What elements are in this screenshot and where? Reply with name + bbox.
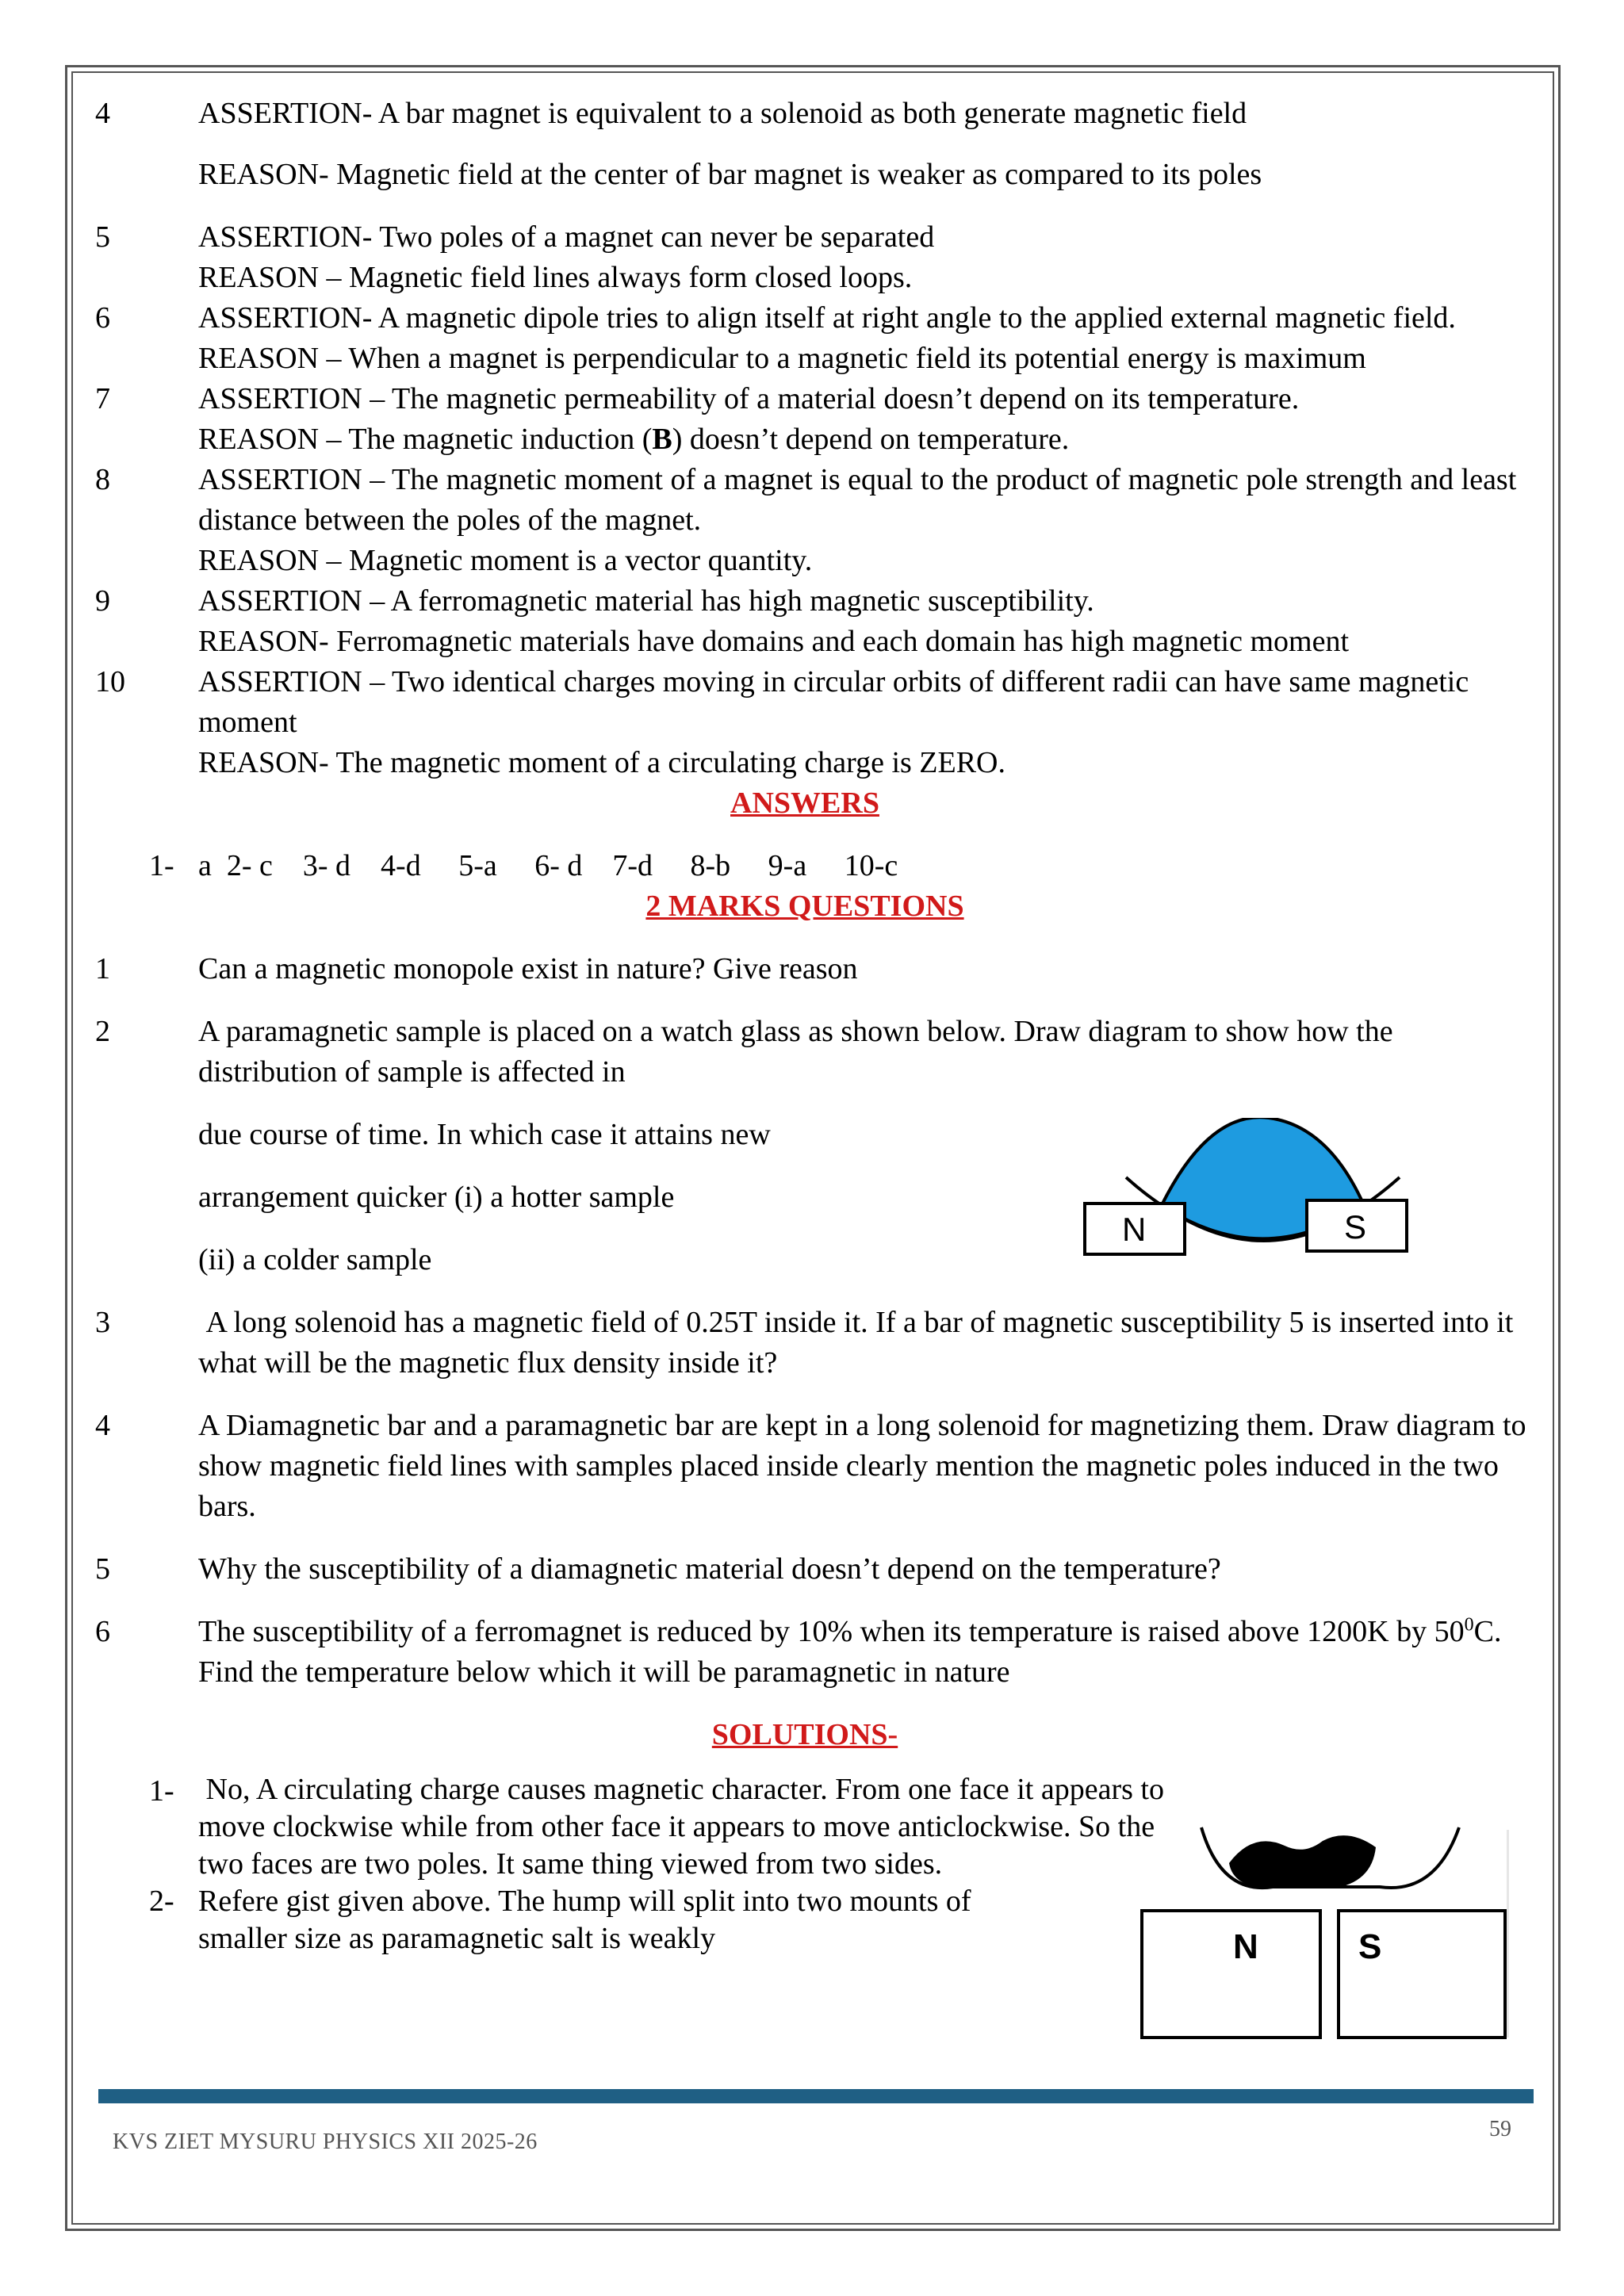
- question-item: [79, 1612, 1530, 1693]
- assertion-item: [79, 581, 1530, 662]
- answers-text: a 2- c 3- d 4-d 5-a 6- d 7-d 8-b 9-a 10-c: [198, 849, 898, 882]
- assertion-text: ASSERTION – Two identical charges moving in circular orbits of different radii can have same magnetic moment: [198, 665, 1469, 739]
- north-label: N: [1122, 1211, 1147, 1248]
- footer-bar: [98, 2089, 1534, 2103]
- question-item: [79, 1303, 1530, 1383]
- assertion-item: [79, 217, 1530, 298]
- question-text: Can a magnetic monopole exist in nature? Give reason: [198, 952, 858, 985]
- reason-text-post: ) doesn’t depend on temperature.: [672, 423, 1070, 456]
- question-text: (ii) a colder sample: [198, 1243, 432, 1276]
- north-label: N: [1233, 1927, 1258, 1966]
- question-number: 1: [95, 952, 110, 985]
- two-marks-heading: 2 MARKS QUESTIONS: [645, 890, 964, 923]
- question-number: 4: [95, 1409, 110, 1442]
- page-content: [79, 94, 1530, 1957]
- question-text-pre: The susceptibility of a ferromagnet is reduced by 10% when its temperature is raised above 1200K by 50: [198, 1615, 1465, 1648]
- reason-text: REASON- The magnetic moment of a circulating charge is ZERO.: [198, 746, 1006, 779]
- question-number: 3: [95, 1306, 110, 1339]
- question-number: 5: [95, 1552, 110, 1586]
- assertion-text: ASSERTION – The magnetic moment of a magnet is equal to the product of magnetic pole strength and least distance between the poles of the magnet.: [198, 463, 1517, 537]
- question-text: Why the susceptibility of a diamagnetic material doesn’t depend on the temperature?: [198, 1552, 1221, 1586]
- south-label: S: [1358, 1927, 1382, 1966]
- item-number: 9: [95, 584, 110, 618]
- assertion-item: [79, 298, 1530, 379]
- south-label: S: [1344, 1208, 1367, 1246]
- assertion-item: [79, 662, 1530, 783]
- page-number: 59: [1489, 2117, 1511, 2141]
- reason-text: REASON – Magnetic field lines always form closed loops.: [198, 261, 913, 294]
- assertion-text: ASSERTION – The magnetic permeability of a material doesn’t depend on its temperature.: [198, 382, 1300, 415]
- solution-number: 1-: [149, 1774, 174, 1808]
- question-item: [79, 1406, 1530, 1527]
- question-text-post: C. Find the temperature below which it will be paramagnetic in nature: [198, 1615, 1502, 1689]
- reason-text: REASON – Magnetic moment is a vector quantity.: [198, 544, 813, 577]
- item-number: 7: [95, 382, 110, 415]
- assertion-text: ASSERTION- Two poles of a magnet can never be separated: [198, 220, 935, 254]
- solution-text: Refere gist given above. The hump will split into two mounts of smaller size as paramagnetic salt is weakly: [198, 1885, 971, 1955]
- sample-blob: [1229, 1835, 1376, 1888]
- answers-number: 1-: [149, 849, 174, 882]
- item-number: 4: [95, 97, 110, 130]
- question-number: 6: [95, 1615, 110, 1648]
- assertion-text: ASSERTION – A ferromagnetic material has high magnetic susceptibility.: [198, 584, 1094, 618]
- question-text: arrangement quicker (i) a hotter sample: [198, 1181, 675, 1214]
- reason-text: REASON- Ferromagnetic materials have domains and each domain has high magnetic moment: [198, 625, 1349, 658]
- reason-text-bold: B: [652, 423, 672, 456]
- question-text: [198, 1612, 1530, 1693]
- assertion-item: [79, 94, 1530, 195]
- assertion-text: ASSERTION- A magnetic dipole tries to align itself at right angle to the applied external magnetic field.: [198, 301, 1456, 335]
- question-text: due course of time. In which case it attains new: [198, 1118, 771, 1151]
- item-number: 5: [95, 220, 110, 254]
- solutions-heading: SOLUTIONS-: [711, 1718, 898, 1751]
- north-pole-block: [1142, 1911, 1320, 2038]
- superscript-degree: 0: [1464, 1614, 1474, 1636]
- answers-line: [79, 846, 1530, 886]
- solution-diagram: [1134, 1823, 1515, 2045]
- reason-text: REASON- Magnetic field at the center of bar magnet is weaker as compared to its poles: [198, 158, 1262, 191]
- question-item: [79, 1549, 1530, 1590]
- reason-text: [198, 419, 1530, 460]
- assertion-item: [79, 460, 1530, 581]
- question-text: A Diamagnetic bar and a paramagnetic bar are kept in a long solenoid for magnetizing them. Draw diagram to show magnetic field lines with samples placed inside clearly mention the magnetic poles induced in the two bars.: [198, 1409, 1526, 1523]
- item-number: 8: [95, 463, 110, 496]
- question-item: [79, 949, 1530, 989]
- solution-text: No, A circulating charge causes magnetic character. From one face it appears to move clockwise while from other face it appears to move anticlockwise. So the two faces are two poles. It same thing viewed from two sides.: [198, 1773, 1172, 1881]
- item-number: 10: [95, 665, 125, 698]
- assertion-text: ASSERTION- A bar magnet is equivalent to a solenoid as both generate magnetic field: [198, 97, 1247, 130]
- answers-heading: ANSWERS: [730, 786, 879, 820]
- question-text: A paramagnetic sample is placed on a watch glass as shown below. Draw diagram to show how the distribution of sample is affected in: [198, 1015, 1393, 1089]
- question-number: 2: [95, 1015, 110, 1048]
- footer-text: KVS ZIET MYSURU PHYSICS XII 2025-26: [113, 2130, 538, 2154]
- watch-glass-diagram: [1078, 1118, 1411, 1261]
- reason-text: REASON – When a magnet is perpendicular to a magnetic field its potential energy is maximum: [198, 342, 1366, 375]
- question-text: A long solenoid has a magnetic field of 0.25T inside it. If a bar of magnetic susceptibility 5 is inserted into it what will be the magnetic flux density inside it?: [198, 1306, 1521, 1380]
- image-edge-line: [1507, 1830, 1509, 2038]
- assertion-item: [79, 379, 1530, 460]
- solution-number: 2-: [149, 1885, 174, 1918]
- reason-text-pre: REASON – The magnetic induction (: [198, 423, 653, 456]
- item-number: 6: [95, 301, 110, 335]
